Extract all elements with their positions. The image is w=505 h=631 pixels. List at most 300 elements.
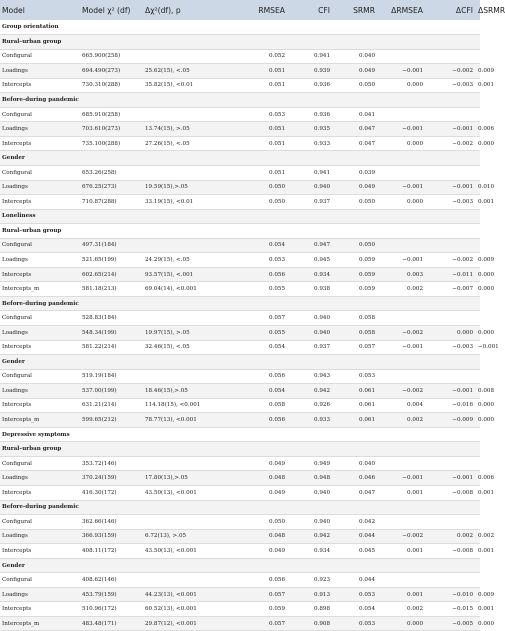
cell-delta-rmsea: −0.001 (378, 122, 426, 137)
table-row (0, 515, 480, 530)
cell-delta-cfi: −0.002 (426, 253, 476, 268)
cell-delta-chi-square (143, 35, 233, 50)
cell-srmr: 0.049 (333, 64, 378, 79)
group-header-row (0, 35, 480, 50)
cell-delta-chi-square: 17.80(13),>.05 (143, 471, 233, 486)
table-row (0, 369, 480, 384)
group-header-row (0, 442, 480, 457)
table-row (0, 325, 480, 340)
cell-delta-srmr (476, 311, 480, 326)
table-row (0, 195, 480, 210)
cell-srmr (333, 442, 378, 457)
cell-srmr: 0.054 (333, 602, 378, 617)
cell-srmr: 0.059 (333, 282, 378, 297)
cell-delta-cfi: −0.001 (426, 471, 476, 486)
cell-srmr (333, 224, 378, 239)
cell-chi-square (80, 35, 143, 50)
cell-cfi: 0.933 (288, 413, 333, 428)
cell-chi-square (80, 209, 143, 224)
cell-chi-square (80, 296, 143, 311)
cell-delta-srmr (476, 355, 480, 370)
cell-delta-srmr (476, 515, 480, 530)
cell-delta-srmr: 0.009 (476, 64, 480, 79)
cell-delta-cfi (426, 35, 476, 50)
cell-cfi: 0.943 (288, 369, 333, 384)
cell-model: Loadings (0, 529, 80, 544)
cell-delta-srmr: 0.006 (476, 122, 480, 137)
cell-delta-cfi (426, 500, 476, 515)
cell-rmsea: 0.054 (233, 340, 288, 355)
cell-delta-rmsea: −0.001 (378, 340, 426, 355)
cell-delta-rmsea: −0.002 (378, 325, 426, 340)
cell-delta-rmsea: −0.002 (378, 529, 426, 544)
cell-rmsea: 0.050 (233, 515, 288, 530)
cell-rmsea: 0.051 (233, 122, 288, 137)
cell-delta-rmsea: 0.002 (378, 602, 426, 617)
cell-delta-rmsea: 0.001 (378, 544, 426, 559)
cell-delta-cfi: −0.008 (426, 544, 476, 559)
table-row (0, 107, 480, 122)
cell-model: Intercepts_m (0, 413, 80, 428)
table-row (0, 238, 480, 253)
cell-model: Intercepts (0, 486, 80, 501)
cell-cfi (288, 224, 333, 239)
cell-delta-cfi (426, 165, 476, 180)
cell-delta-srmr: 0.010 (476, 180, 480, 195)
cell-srmr: 0.053 (333, 587, 378, 602)
cell-model: Intercepts (0, 78, 80, 93)
cell-chi-square: 416.30(172) (80, 486, 143, 501)
cell-delta-srmr: 0.000 (476, 616, 480, 631)
cell-rmsea (233, 427, 288, 442)
cell-delta-cfi (426, 355, 476, 370)
cell-rmsea (233, 355, 288, 370)
cell-srmr (333, 355, 378, 370)
cell-delta-rmsea: −0.001 (378, 253, 426, 268)
cell-chi-square (80, 427, 143, 442)
section-header-row (0, 427, 480, 442)
cell-delta-rmsea: −0.001 (378, 471, 426, 486)
cell-chi-square: 510.96(172) (80, 602, 143, 617)
cell-model: Configural (0, 515, 80, 530)
cell-delta-rmsea: 0.002 (378, 413, 426, 428)
table-row (0, 64, 480, 79)
cell-delta-srmr: 0.001 (476, 78, 480, 93)
cell-delta-cfi: −0.003 (426, 195, 476, 210)
cell-cfi: 0.937 (288, 195, 333, 210)
cell-model: Loadings (0, 384, 80, 399)
cell-chi-square: 703.610(273) (80, 122, 143, 137)
cell-delta-chi-square: 60.52(13), <0.001 (143, 602, 233, 617)
table-row (0, 398, 480, 413)
cell-rmsea: 0.050 (233, 180, 288, 195)
group-header-row (0, 151, 480, 166)
cell-delta-srmr: 0.000 (476, 398, 480, 413)
cell-model: Intercepts_m (0, 616, 80, 631)
cell-model: Configural (0, 165, 80, 180)
cell-delta-chi-square (143, 224, 233, 239)
cell-srmr: 0.058 (333, 325, 378, 340)
header-delta-srmr: ΔSRMR (478, 5, 505, 15)
cell-chi-square: 602.65(214) (80, 267, 143, 282)
cell-delta-cfi (426, 558, 476, 573)
cell-delta-chi-square (143, 238, 233, 253)
cell-model: Intercepts (0, 195, 80, 210)
cell-delta-chi-square (143, 500, 233, 515)
cell-chi-square: 366.93(159) (80, 529, 143, 544)
cell-srmr: 0.057 (333, 340, 378, 355)
header-srmr: SRMR (353, 5, 375, 15)
cell-delta-cfi (426, 442, 476, 457)
cell-cfi: 0.913 (288, 587, 333, 602)
cell-rmsea (233, 224, 288, 239)
cell-delta-srmr (476, 442, 480, 457)
cell-delta-cfi: −0.008 (426, 486, 476, 501)
cell-delta-chi-square (143, 151, 233, 166)
cell-delta-rmsea: 0.003 (378, 267, 426, 282)
cell-cfi: 0.938 (288, 282, 333, 297)
cell-delta-cfi: −0.015 (426, 602, 476, 617)
cell-delta-chi-square: 35.82(15), <0.01 (143, 78, 233, 93)
cell-delta-srmr: 0.000 (476, 413, 480, 428)
cell-rmsea: 0.056 (233, 369, 288, 384)
cell-srmr: 0.059 (333, 267, 378, 282)
cell-delta-cfi: −0.003 (426, 340, 476, 355)
table-row (0, 122, 480, 137)
cell-delta-rmsea (378, 93, 426, 108)
cell-delta-srmr (476, 296, 480, 311)
cell-delta-rmsea: 0.000 (378, 195, 426, 210)
cell-model: Loadings (0, 64, 80, 79)
cell-delta-srmr (476, 165, 480, 180)
cell-delta-chi-square (143, 209, 233, 224)
cell-model: Intercepts (0, 544, 80, 559)
cell-srmr (333, 151, 378, 166)
table-row (0, 486, 480, 501)
group-header-row (0, 558, 480, 573)
cell-delta-srmr: 0.006 (476, 471, 480, 486)
table-row (0, 413, 480, 428)
cell-delta-chi-square (143, 296, 233, 311)
cell-delta-chi-square: 44.23(13), <0.001 (143, 587, 233, 602)
cell-delta-rmsea (378, 35, 426, 50)
cell-delta-rmsea: 0.004 (378, 398, 426, 413)
cell-rmsea: 0.051 (233, 165, 288, 180)
cell-delta-cfi: −0.010 (426, 587, 476, 602)
cell-delta-rmsea: 0.000 (378, 136, 426, 151)
cell-cfi (288, 355, 333, 370)
cell-model: Configural (0, 369, 80, 384)
cell-delta-rmsea: 0.000 (378, 78, 426, 93)
header-delta-rmsea: ΔRMSEA (391, 5, 423, 15)
cell-delta-rmsea (378, 355, 426, 370)
cell-delta-srmr: 0.001 (476, 544, 480, 559)
cell-delta-chi-square: 69.04(14), <0.001 (143, 282, 233, 297)
cell-delta-cfi: −0.002 (426, 64, 476, 79)
cell-delta-srmr (476, 224, 480, 239)
cell-delta-cfi: −0.001 (426, 384, 476, 399)
cell-chi-square (80, 151, 143, 166)
header-delta-cfi: ΔCFI (455, 5, 473, 15)
cell-model: Before-during pandemic (0, 296, 80, 311)
cell-delta-chi-square (143, 456, 233, 471)
cell-delta-srmr: 0.009 (476, 587, 480, 602)
cell-cfi: 0.926 (288, 398, 333, 413)
cell-model: Loadings (0, 180, 80, 195)
cell-delta-rmsea (378, 151, 426, 166)
cell-chi-square: 599.65(212) (80, 413, 143, 428)
cell-rmsea: 0.057 (233, 587, 288, 602)
cell-chi-square (80, 442, 143, 457)
cell-delta-chi-square: 32.46(15), <.05 (143, 340, 233, 355)
group-header-row (0, 500, 480, 515)
cell-model: Configural (0, 107, 80, 122)
cell-delta-rmsea (378, 500, 426, 515)
cell-chi-square: 631.21(214) (80, 398, 143, 413)
cell-model: Loadings (0, 587, 80, 602)
cell-rmsea: 0.048 (233, 529, 288, 544)
cell-delta-rmsea (378, 296, 426, 311)
cell-srmr (333, 209, 378, 224)
cell-chi-square: 528.83(184) (80, 311, 143, 326)
cell-delta-srmr: 0.000 (476, 282, 480, 297)
table-row (0, 384, 480, 399)
cell-rmsea (233, 442, 288, 457)
cell-delta-cfi: −0.005 (426, 616, 476, 631)
cell-model: Loadings (0, 325, 80, 340)
cell-chi-square: 353.72(146) (80, 456, 143, 471)
cell-srmr: 0.061 (333, 413, 378, 428)
cell-rmsea: 0.053 (233, 253, 288, 268)
cell-chi-square: 581.18(213) (80, 282, 143, 297)
cell-srmr (333, 296, 378, 311)
cell-cfi: 0.933 (288, 136, 333, 151)
cell-cfi: 0.908 (288, 616, 333, 631)
cell-model: Rural–urban group (0, 35, 80, 50)
table-row (0, 311, 480, 326)
cell-delta-cfi: −0.016 (426, 398, 476, 413)
cell-model: Gender (0, 355, 80, 370)
cell-rmsea (233, 151, 288, 166)
cell-srmr: 0.059 (333, 253, 378, 268)
cell-delta-srmr (476, 35, 480, 50)
cell-cfi: 0.937 (288, 340, 333, 355)
cell-srmr: 0.050 (333, 78, 378, 93)
cell-cfi: 0.940 (288, 180, 333, 195)
cell-srmr: 0.042 (333, 515, 378, 530)
cell-srmr: 0.041 (333, 107, 378, 122)
cell-cfi: 0.942 (288, 529, 333, 544)
cell-cfi (288, 209, 333, 224)
cell-delta-srmr: 0.001 (476, 602, 480, 617)
cell-model: Configural (0, 238, 80, 253)
cell-chi-square: 483.48(171) (80, 616, 143, 631)
cell-cfi: 0.940 (288, 311, 333, 326)
cell-chi-square (80, 558, 143, 573)
cell-delta-srmr (476, 20, 480, 35)
cell-delta-rmsea (378, 558, 426, 573)
cell-delta-chi-square (143, 442, 233, 457)
cell-model: Loadings (0, 471, 80, 486)
cell-srmr: 0.053 (333, 369, 378, 384)
cell-rmsea: 0.051 (233, 136, 288, 151)
cell-delta-chi-square: 24.29(15), <.05 (143, 253, 233, 268)
cell-rmsea: 0.057 (233, 616, 288, 631)
cell-delta-srmr: 0.008 (476, 384, 480, 399)
cell-delta-rmsea (378, 20, 426, 35)
cell-delta-chi-square: 13.74(15), >.05 (143, 122, 233, 137)
table-row (0, 573, 480, 588)
cell-model: Intercepts_m (0, 282, 80, 297)
cell-model: Group orientation (0, 20, 80, 35)
cell-delta-srmr (476, 427, 480, 442)
cell-model: Loneliness (0, 209, 80, 224)
cell-delta-chi-square: 114.18(15), <0.001 (143, 398, 233, 413)
cell-delta-srmr (476, 49, 480, 64)
cell-cfi: 0.941 (288, 49, 333, 64)
table-row (0, 529, 480, 544)
cell-delta-chi-square: 25.62(15), <.05 (143, 64, 233, 79)
cell-delta-cfi (426, 238, 476, 253)
table-row (0, 544, 480, 559)
cell-delta-srmr: 0.009 (476, 253, 480, 268)
cell-delta-chi-square (143, 369, 233, 384)
cell-delta-chi-square: 19.59(15),>.05 (143, 180, 233, 195)
cell-delta-rmsea: 0.001 (378, 587, 426, 602)
table-row (0, 616, 480, 631)
cell-delta-chi-square (143, 558, 233, 573)
cell-model: Before-during pandemic (0, 93, 80, 108)
cell-delta-cfi: −0.011 (426, 267, 476, 282)
cell-delta-srmr: 0.000 (476, 267, 480, 282)
cell-cfi: 0.939 (288, 64, 333, 79)
cell-srmr: 0.046 (333, 471, 378, 486)
cell-delta-cfi: 0.000 (426, 325, 476, 340)
cell-delta-chi-square (143, 107, 233, 122)
cell-delta-chi-square (143, 165, 233, 180)
cell-delta-rmsea (378, 49, 426, 64)
cell-rmsea: 0.051 (233, 78, 288, 93)
table-row (0, 136, 480, 151)
cell-delta-srmr (476, 151, 480, 166)
cell-srmr (333, 35, 378, 50)
cell-delta-cfi: −0.001 (426, 122, 476, 137)
cell-rmsea: 0.054 (233, 384, 288, 399)
cell-delta-chi-square: 93.57(15), <.001 (143, 267, 233, 282)
cell-rmsea: 0.049 (233, 544, 288, 559)
cell-chi-square: 362.66(146) (80, 515, 143, 530)
cell-delta-cfi (426, 573, 476, 588)
cell-cfi (288, 20, 333, 35)
cell-cfi (288, 151, 333, 166)
cell-srmr: 0.044 (333, 529, 378, 544)
header-delta-chi-square: Δχ²(df), p (145, 5, 181, 15)
cell-rmsea: 0.057 (233, 311, 288, 326)
cell-chi-square: 676.25(273) (80, 180, 143, 195)
cell-delta-srmr: 0.001 (476, 486, 480, 501)
cell-model: Intercepts (0, 136, 80, 151)
cell-rmsea: 0.056 (233, 413, 288, 428)
table-row (0, 165, 480, 180)
cell-chi-square: 370.24(159) (80, 471, 143, 486)
cell-cfi: 0.940 (288, 486, 333, 501)
cell-delta-rmsea (378, 442, 426, 457)
cell-chi-square: 710.87(288) (80, 195, 143, 210)
cell-chi-square: 730.310(288) (80, 78, 143, 93)
cell-delta-rmsea (378, 369, 426, 384)
cell-cfi (288, 558, 333, 573)
cell-srmr: 0.039 (333, 165, 378, 180)
cell-delta-chi-square (143, 355, 233, 370)
cell-delta-rmsea (378, 515, 426, 530)
cell-rmsea: 0.051 (233, 64, 288, 79)
cell-rmsea: 0.048 (233, 471, 288, 486)
cell-model: Intercepts (0, 340, 80, 355)
section-header-row (0, 20, 480, 35)
table-row (0, 78, 480, 93)
cell-delta-srmr (476, 558, 480, 573)
cell-delta-cfi: −0.001 (426, 180, 476, 195)
table-row (0, 49, 480, 64)
cell-model: Configural (0, 573, 80, 588)
cell-cfi: 0.936 (288, 107, 333, 122)
cell-model: Loadings (0, 253, 80, 268)
cell-delta-chi-square: 27.26(15), <.05 (143, 136, 233, 151)
cell-delta-cfi (426, 209, 476, 224)
cell-delta-srmr (476, 238, 480, 253)
cell-srmr: 0.058 (333, 311, 378, 326)
cell-srmr: 0.045 (333, 544, 378, 559)
cell-delta-srmr: 0.001 (476, 195, 480, 210)
cell-srmr: 0.047 (333, 136, 378, 151)
cell-chi-square: 685.910(258) (80, 107, 143, 122)
cell-chi-square (80, 20, 143, 35)
cell-delta-cfi: 0.002 (426, 529, 476, 544)
cell-cfi: 0.934 (288, 544, 333, 559)
cell-delta-cfi: −0.003 (426, 78, 476, 93)
cell-srmr (333, 427, 378, 442)
header-chi-square: Model χ² (df) (82, 5, 131, 15)
cell-delta-cfi (426, 151, 476, 166)
cell-delta-rmsea (378, 224, 426, 239)
cell-cfi: 0.934 (288, 267, 333, 282)
cell-delta-cfi (426, 93, 476, 108)
cell-rmsea (233, 500, 288, 515)
cell-srmr: 0.061 (333, 398, 378, 413)
cell-chi-square: 735.100(288) (80, 136, 143, 151)
cell-delta-rmsea (378, 209, 426, 224)
cell-delta-rmsea (378, 311, 426, 326)
cell-delta-cfi (426, 49, 476, 64)
cell-cfi: 0.949 (288, 456, 333, 471)
cell-rmsea: 0.055 (233, 282, 288, 297)
cell-cfi: 0.941 (288, 165, 333, 180)
cell-delta-cfi (426, 369, 476, 384)
header-row (0, 0, 480, 20)
cell-chi-square (80, 355, 143, 370)
cell-srmr: 0.047 (333, 122, 378, 137)
cell-rmsea: 0.053 (233, 107, 288, 122)
cell-delta-chi-square: 6.72(13), >.05 (143, 529, 233, 544)
cell-rmsea (233, 35, 288, 50)
cell-delta-rmsea (378, 456, 426, 471)
cell-delta-srmr (476, 369, 480, 384)
section-header-row (0, 209, 480, 224)
cell-delta-chi-square: 29.87(12), <0.001 (143, 616, 233, 631)
cell-cfi: 0.923 (288, 573, 333, 588)
header-rmsea: RMSEA (258, 5, 285, 15)
cell-delta-chi-square (143, 573, 233, 588)
